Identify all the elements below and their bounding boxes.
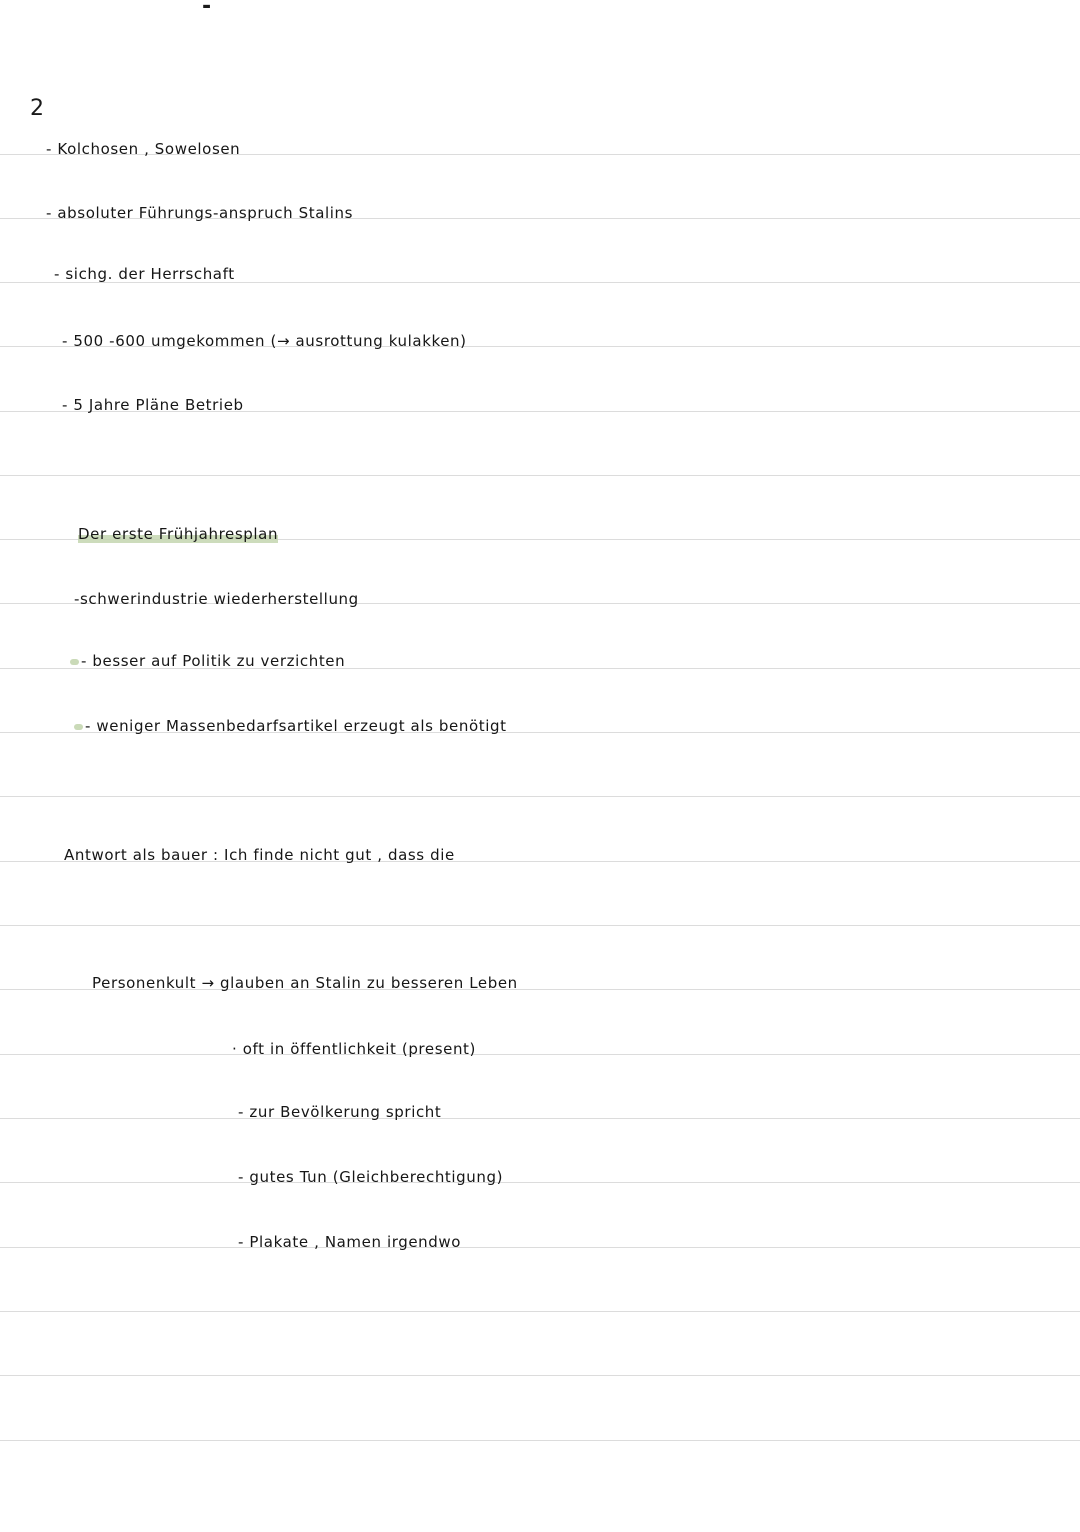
answer-line: Antwort als bauer : Ich finde nicht gut , dass die [64, 846, 455, 864]
heading-text: Der erste Frühjahresplan [78, 525, 279, 543]
kult-point-oeffentlichkeit: · oft in öffentlichkeit (present) [232, 1040, 476, 1058]
highlight-mark [70, 659, 79, 665]
kult-point-gutes-tun: - gutes Tun (Gleichberechtigung) [238, 1168, 504, 1186]
rule-line [0, 796, 1080, 797]
kult-point-bevoelkerung: - zur Bevölkerung spricht [238, 1103, 442, 1121]
rule-line [0, 1375, 1080, 1376]
plan-point-text: - weniger Massenbedarfsartikel erzeugt als benötigt [85, 717, 507, 735]
plan-point-politik [70, 652, 345, 670]
rule-line [0, 1311, 1080, 1312]
rule-line [0, 1247, 1080, 1248]
top-pen-mark: - [202, 0, 212, 19]
personenkult-line: Personenkult → glauben an Stalin zu besseren Leben [92, 974, 518, 992]
plan-point-text: - besser auf Politik zu verzichten [81, 652, 346, 670]
plan-point-massenbedarf [74, 717, 507, 735]
rule-line [0, 925, 1080, 926]
note-line-fuenfjahresplaene: - 5 Jahre Pläne Betrieb [62, 396, 244, 414]
note-line-herrschaft: - sichg. der Herrschaft [54, 265, 235, 283]
plan-point-schwerindustrie [74, 590, 359, 608]
rule-line [0, 1118, 1080, 1119]
note-line-fuehrungsanspruch: - absoluter Führungs-anspruch Stalins [46, 204, 354, 222]
plan-point-text: -schwerindustrie wiederherstellung [74, 590, 359, 608]
note-line-umgekommen: - 500 -600 umgekommen (→ ausrottung kulakken) [62, 332, 467, 350]
highlight-mark [74, 724, 83, 730]
rule-line [0, 1182, 1080, 1183]
rule-line [0, 475, 1080, 476]
section-heading [78, 525, 278, 543]
note-line-kolchosen: - Kolchosen , Sowelosen [46, 140, 241, 158]
rule-line [0, 1440, 1080, 1441]
rule-line [0, 1054, 1080, 1055]
page-number-mark: 2 [30, 96, 44, 121]
kult-point-plakate: - Plakate , Namen irgendwo [238, 1233, 462, 1251]
